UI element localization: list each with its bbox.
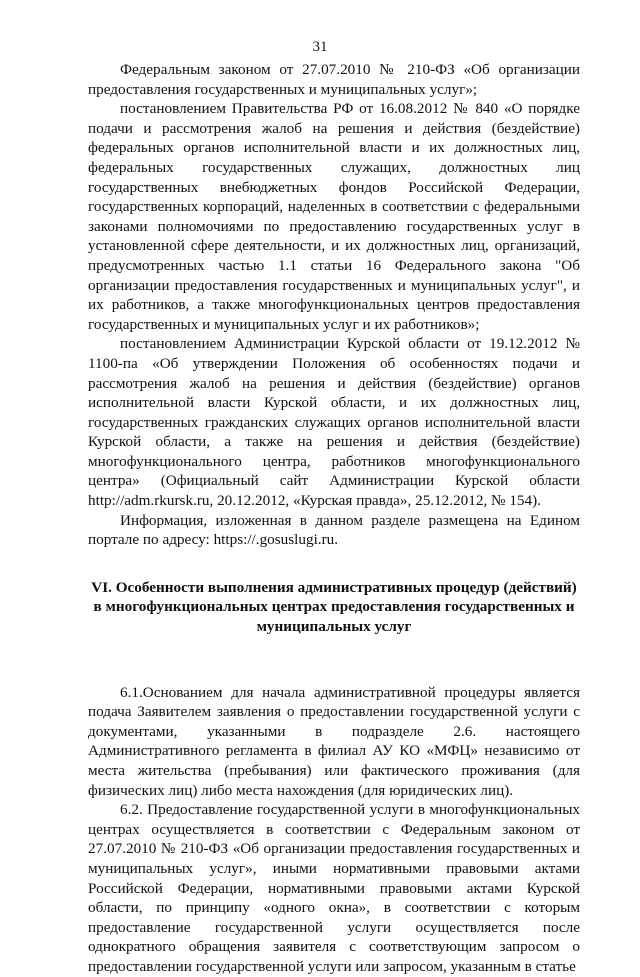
paragraph-government-resolution: постановлением Правительства РФ от 16.08.2012 № 840 «О порядке подачи и рассмотрения жалоб на решения и действия (бездействие) федеральных органов исполнительной власти и их должностных лиц, федеральных государственных служащих, должностных лиц государственных внебюджетных фондов Российской Федерации, государственных корпораций, наделенных в соответствии с федеральными законами полномочиями по предоставлению государственных услуг в установленной сфере деятельности, и их должностных лиц, организаций, предусмотренных частью 1.1 статьи 16 Федерального закона "Об организации предоставления государственных и муниципальных услуг", и их работников, а также многофункциональных центров предоставления государственных и муниципальных услуг и их работников»; (88, 100, 580, 333)
paragraph-kursk-administration-resolution: постановлением Администрации Курской области от 19.12.2012 № 1100-па «Об утверждении Положения об особенностях подачи и рассмотрения жалоб на решения и действия (бездействие) органов исполнительной власти Курской области, и их должностных лиц, государственных гражданских служащих органов исполнительной власти Курской области, а также на решения и действия (бездействие) многофункционального центра, работников многофункционального центра» (Официальный сайт Администрации Курской области http://adm.rkursk.ru, 20.12.2012, «Курская правда», 25.12.2012, № 154). (88, 335, 580, 510)
section-spacer (88, 637, 580, 683)
paragraph-6-1: 6.1.Основанием для начала административной процедуры является подача Заявителем заявления о предоставлении государственной услуги с документами, указанными в подразделе 2.6. настоящего Административного регламента в филиал АУ КО «МФЦ» независимо от места жительства (пребывания) или фактического проживания (для физических лиц) либо места нахождения (для юридических лиц). (88, 683, 580, 799)
paragraph-6-2: 6.2. Предоставление государственной услуги в многофункциональных центрах осуществляется в соответствии с Федеральным законом от 27.07.2010 № 210-ФЗ «Об организации предоставления государственных и муниципальных услуг», иными нормативными правовыми актами Российской Федерации, нормативными правовыми актами Курской области, по принципу «одного окна», в соответствии с которым предоставление государственной услуги осуществляется после однократного обращения заявителя с соответствующим запросом о предоставлении государственной услуги или запросом, указанным в статье (88, 801, 580, 975)
paragraph-federal-law: Федеральным законом от 27.07.2010 № 210-ФЗ «Об организации предоставления государственных и муниципальных услуг»; (88, 61, 580, 98)
page-number: 31 (312, 39, 328, 55)
paragraph-portal-info: Информация, изложенная в данном разделе размещена на Едином портале по адресу: https://.gosuslugi.ru. (88, 511, 580, 549)
document-body (88, 60, 580, 977)
section-title: VI. Особенности выполнения административных процедур (действий) в многофункциональных центрах предоставления государственных и муниципальных услуг (91, 578, 577, 636)
